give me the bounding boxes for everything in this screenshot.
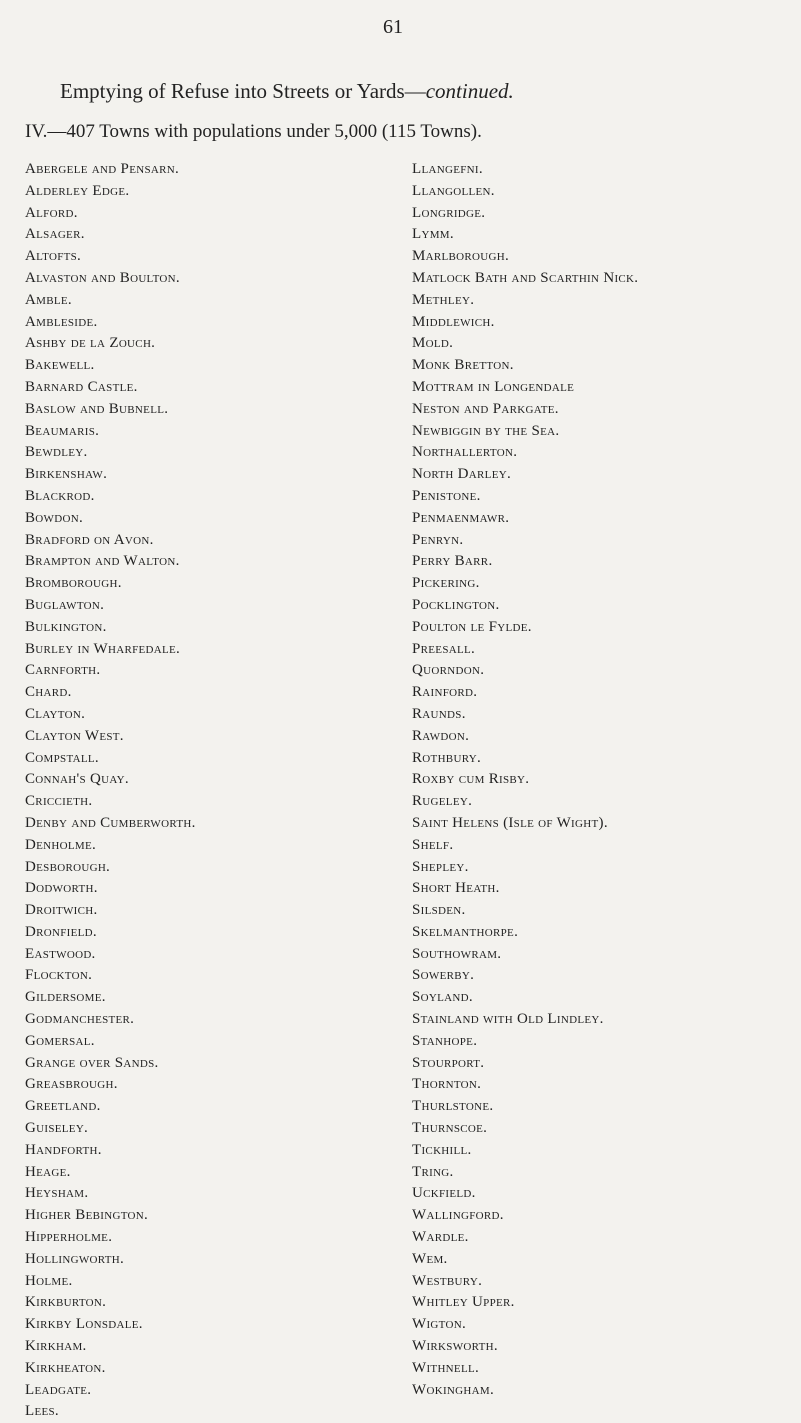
town-entry: Shepley.: [412, 858, 469, 875]
town-entry: Poulton le Fylde.: [412, 618, 532, 635]
town-entry: Hollingworth.: [25, 1250, 125, 1267]
town-entry: Neston and Parkgate.: [412, 400, 559, 417]
town-entry: Kirkham.: [25, 1338, 87, 1355]
town-entry: Stanhope.: [412, 1032, 478, 1049]
town-entry: Soyland.: [412, 989, 473, 1006]
town-entry: Marlborough.: [412, 248, 510, 265]
town-entry: Westbury.: [412, 1272, 483, 1289]
town-entry: Quorndon.: [412, 662, 485, 679]
town-entry: Alvaston and Boulton.: [25, 269, 180, 286]
town-entry: Shelf.: [412, 836, 454, 853]
town-entry: Monk Bretton.: [412, 357, 514, 374]
title-continued: continued.: [425, 79, 514, 103]
town-entry: Greetland.: [25, 1098, 101, 1115]
town-entry: Rugeley.: [412, 793, 473, 810]
town-entry: Bulkington.: [25, 618, 107, 635]
town-entry: Stainland with Old Lindley.: [412, 1011, 604, 1028]
town-entry: Lymm.: [412, 226, 454, 243]
town-entry: Carnforth.: [25, 662, 101, 679]
town-entry: Kirkby Lonsdale.: [25, 1316, 143, 1333]
town-entry: Thurnscoe.: [412, 1120, 488, 1137]
town-entry: Kirkheaton.: [25, 1359, 106, 1376]
town-entry: Higher Bebington.: [25, 1207, 149, 1224]
town-entry: Uckfield.: [412, 1185, 476, 1202]
town-entry: Guiseley.: [25, 1120, 89, 1137]
town-entry: Preesall.: [412, 640, 476, 657]
town-entry: Stourport.: [412, 1054, 485, 1071]
town-entry: Dronfield.: [25, 923, 97, 940]
town-entry: Bromborough.: [25, 575, 122, 592]
town-entry: Raunds.: [412, 705, 466, 722]
town-entry: Eastwood.: [25, 945, 96, 962]
section-heading: IV.—407 Towns with populations under 5,000 (115 Towns).: [25, 121, 482, 142]
title-main: Emptying of Refuse into Streets or Yards—: [60, 79, 426, 103]
town-entry: Bakewell.: [25, 357, 95, 374]
town-entry: Leadgate.: [25, 1381, 92, 1398]
town-entry: Wallingford.: [412, 1207, 504, 1224]
town-entry: Flockton.: [25, 967, 93, 984]
town-entry: Compstall.: [25, 749, 99, 766]
town-entry: Handforth.: [25, 1141, 102, 1158]
right-town-list: [412, 159, 797, 1401]
town-entry: Wem.: [412, 1250, 448, 1267]
town-entry: Denby and Cumberworth.: [25, 814, 196, 831]
town-entry: Beaumaris.: [25, 422, 100, 439]
town-entry: Droitwich.: [25, 902, 98, 919]
town-entry: Middlewich.: [412, 313, 495, 330]
town-entry: Wokingham.: [412, 1381, 495, 1398]
town-entry: Withnell.: [412, 1359, 480, 1376]
town-entry: Mottram in Longendale: [412, 378, 575, 395]
town-entry: Grange over Sands.: [25, 1054, 159, 1071]
town-entry: Bewdley.: [25, 444, 88, 461]
town-entry: Baslow and Bubnell.: [25, 400, 169, 417]
left-town-list: [25, 159, 380, 1423]
town-entry: Mold.: [412, 335, 454, 352]
town-entry: Thurlstone.: [412, 1098, 494, 1115]
town-entry: Buglawton.: [25, 596, 105, 613]
town-entry: Gomersal.: [25, 1032, 95, 1049]
town-entry: Denholme.: [25, 836, 97, 853]
town-entry: Alford.: [25, 204, 78, 221]
town-entry: Northallerton.: [412, 444, 518, 461]
town-entry: Newbiggin by the Sea.: [412, 422, 560, 439]
town-entry: Skelmanthorpe.: [412, 923, 519, 940]
town-entry: Longridge.: [412, 204, 486, 221]
town-entry: Gildersome.: [25, 989, 106, 1006]
town-entry: Southowram.: [412, 945, 502, 962]
town-entry: Ashby de la Zouch.: [25, 335, 156, 352]
town-entry: Hipperholme.: [25, 1229, 113, 1246]
town-entry: Thornton.: [412, 1076, 482, 1093]
town-entry: Heage.: [25, 1163, 71, 1180]
town-entry: Bowdon.: [25, 509, 84, 526]
town-entry: Clayton.: [25, 705, 86, 722]
town-entry: Sowerby.: [412, 967, 475, 984]
town-entry: Perry Barr.: [412, 553, 493, 570]
town-entry: Greasbrough.: [25, 1076, 118, 1093]
town-entry: Penistone.: [412, 487, 481, 504]
town-entry: Brampton and Walton.: [25, 553, 180, 570]
town-entry: Short Heath.: [412, 880, 500, 897]
page-title: [60, 79, 760, 104]
town-entry: Wirksworth.: [412, 1338, 498, 1355]
town-entry: Wardle.: [412, 1229, 469, 1246]
town-entry: Godmanchester.: [25, 1011, 135, 1028]
town-entry: Clayton West.: [25, 727, 124, 744]
town-entry: Alderley Edge.: [25, 182, 130, 199]
town-entry: Llangollen.: [412, 182, 495, 199]
town-entry: Matlock Bath and Scarthin Nick.: [412, 269, 639, 286]
town-entry: Saint Helens (Isle of Wight).: [412, 814, 608, 831]
town-entry: Amble.: [25, 291, 72, 308]
town-entry: Alsager.: [25, 226, 85, 243]
town-entry: Burley in Wharfedale.: [25, 640, 181, 657]
town-entry: Silsden.: [412, 902, 466, 919]
town-entry: Birkenshaw.: [25, 466, 108, 483]
town-entry: Llangefni.: [412, 161, 483, 177]
town-entry: Desborough.: [25, 858, 111, 875]
town-entry: Rainford.: [412, 684, 478, 701]
town-entry: Lees.: [25, 1403, 59, 1420]
town-entry: Rawdon.: [412, 727, 470, 744]
town-entry: Blackrod.: [25, 487, 95, 504]
page-number: 61: [383, 16, 403, 38]
town-entry: Altofts.: [25, 248, 82, 265]
town-entry: Penmaenmawr.: [412, 509, 510, 526]
town-entry: Abergele and Pensarn.: [25, 161, 180, 177]
town-entry: Pocklington.: [412, 596, 500, 613]
town-entry: Dodworth.: [25, 880, 98, 897]
town-entry: Holme.: [25, 1272, 73, 1289]
town-entry: Tickhill.: [412, 1141, 472, 1158]
town-entry: Penryn.: [412, 531, 464, 548]
town-entry: Connah's Quay.: [25, 771, 129, 788]
town-entry: Ambleside.: [25, 313, 98, 330]
town-entry: Rothbury.: [412, 749, 482, 766]
town-entry: Chard.: [25, 684, 72, 701]
town-entry: Wigton.: [412, 1316, 467, 1333]
town-entry: Methley.: [412, 291, 475, 308]
town-entry: Whitley Upper.: [412, 1294, 515, 1311]
town-entry: Tring.: [412, 1163, 454, 1180]
town-entry: Criccieth.: [25, 793, 93, 810]
town-entry: Heysham.: [25, 1185, 89, 1202]
town-entry: Kirkburton.: [25, 1294, 107, 1311]
town-entry: Barnard Castle.: [25, 378, 138, 395]
town-entry: North Darley.: [412, 466, 512, 483]
town-entry: Pickering.: [412, 575, 480, 592]
town-entry: Roxby cum Risby.: [412, 771, 530, 788]
town-entry: Bradford on Avon.: [25, 531, 154, 548]
